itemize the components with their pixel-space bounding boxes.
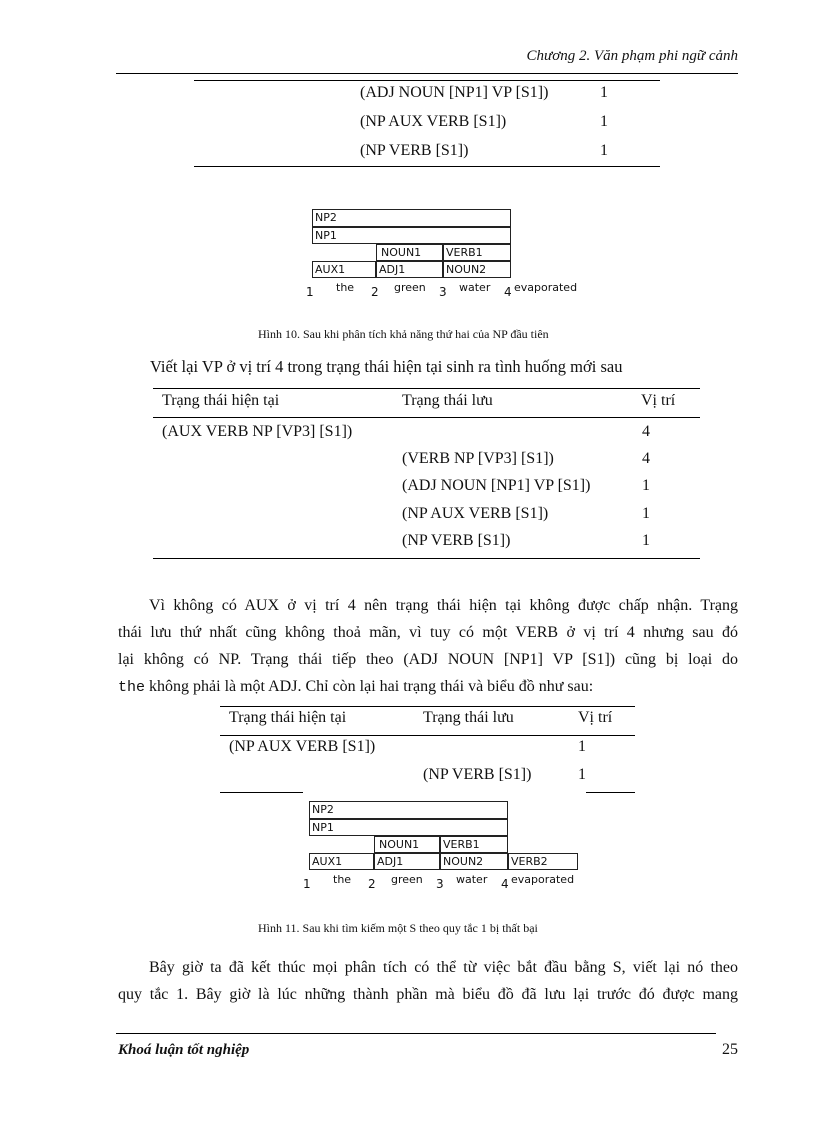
table-top-rule <box>153 388 700 389</box>
page-number: 25 <box>722 1041 738 1058</box>
text-line: quy tắc 1. Bây giờ là lúc những thành phần mà biểu đồ đã lưu lại trước đó được mang <box>118 986 738 1003</box>
chart-box-adj1 <box>376 261 443 278</box>
saved-state: (ADJ NOUN [NP1] VP [S1]) <box>402 477 591 494</box>
sentence-word: water <box>459 281 491 294</box>
chart-label: NOUN2 <box>443 855 484 868</box>
chart-box-verb1 <box>443 244 511 261</box>
table-row-pos: 1 <box>600 113 608 130</box>
figure-11-caption: Hình 11. Sau khi tìm kiếm một S theo quy tắc 1 bị thất bại <box>258 921 538 935</box>
table-header-rule <box>220 735 635 736</box>
table-row-state: (ADJ NOUN [NP1] VP [S1]) <box>360 84 549 101</box>
footer-rule <box>116 1033 716 1034</box>
chart-box-noun1 <box>376 244 443 261</box>
saved-position: 1 <box>642 532 650 549</box>
text-line: Bây giờ ta đã kết thúc mọi phân tích có thể từ việc bắt đầu bằng S, viết lại nó theo <box>149 959 738 976</box>
sentence-word: evaporated <box>511 873 575 886</box>
col-header-position: Vị trí <box>641 392 676 409</box>
chart-label: ADJ1 <box>377 855 404 868</box>
chart-box-noun2 <box>443 261 511 278</box>
table-bottom-rule <box>153 558 700 559</box>
chart-box-aux1 <box>312 261 376 278</box>
table-bottom-rule <box>194 166 660 167</box>
chart-label: VERB1 <box>446 246 483 259</box>
sentence-word: the <box>333 873 352 886</box>
text-line: Vì không có AUX ở vị trí 4 nên trạng thái hiện tại không được chấp nhận. Trạng <box>149 597 738 614</box>
position-number: 1 <box>303 877 311 891</box>
table-bottom-rule <box>220 792 303 793</box>
table-top-rule <box>194 80 660 81</box>
saved-state: (NP VERB [S1]) <box>423 766 532 783</box>
text-line: lại không có NP. Trạng thái tiếp theo (ADJ NOUN [NP1] VP [S1]) cũng bị loại do <box>118 651 738 668</box>
chapter-header: Chương 2. Văn phạm phi ngữ cảnh <box>526 48 738 64</box>
chart-label: AUX1 <box>315 263 346 276</box>
chart-box-aux1 <box>309 853 374 870</box>
chart-label: VERB2 <box>511 855 548 868</box>
chart-label: NOUN1 <box>379 838 420 851</box>
saved-position: 1 <box>642 477 650 494</box>
chart-label: ADJ1 <box>379 263 406 276</box>
footer-title: Khoá luận tốt nghiệp <box>118 1042 250 1058</box>
chart-label: NOUN2 <box>446 263 487 276</box>
table-row-pos: 1 <box>600 142 608 159</box>
saved-state: (NP AUX VERB [S1]) <box>402 505 549 522</box>
table-row-state: (NP VERB [S1]) <box>360 142 469 159</box>
saved-position: 1 <box>642 505 650 522</box>
position-number: 4 <box>504 285 512 299</box>
col-header-current: Trạng thái hiện tại <box>229 709 347 726</box>
saved-position: 1 <box>578 766 586 783</box>
chart-box-verb2 <box>508 853 578 870</box>
chart-label: AUX1 <box>312 855 343 868</box>
figure-10-caption: Hình 10. Sau khi phân tích khả năng thứ hai của NP đầu tiên <box>258 327 549 341</box>
paragraph-conclusion <box>118 954 738 1008</box>
chart-label: NOUN1 <box>381 246 422 259</box>
saved-state: (VERB NP [VP3] [S1]) <box>402 450 554 467</box>
chart-label: NP1 <box>312 821 334 834</box>
text-line: không phải là một ADJ. Chỉ còn lại hai trạng thái và biểu đồ như sau: <box>145 678 594 695</box>
col-header-current: Trạng thái hiện tại <box>162 392 280 409</box>
sentence-word: the <box>336 281 355 294</box>
sentence-word: water <box>456 873 488 886</box>
sentence-word: green <box>394 281 426 294</box>
chart-box-np2 <box>312 209 511 227</box>
intro-sentence: Viết lại VP ở vị trí 4 trong trạng thái hiện tại sinh ra tình huống mới sau <box>150 357 623 376</box>
chart-box-adj1 <box>374 853 440 870</box>
header-rule <box>116 73 738 74</box>
position-number: 2 <box>371 285 379 299</box>
chart-box-np1 <box>312 227 511 244</box>
saved-position: 4 <box>642 450 650 467</box>
chart-label: NP2 <box>312 803 334 816</box>
current-state: (NP AUX VERB [S1]) <box>229 738 376 755</box>
chart-box-noun2 <box>440 853 508 870</box>
position-number: 3 <box>439 285 447 299</box>
text-line: thái lưu thứ nhất cũng không thoả mãn, vì tuy có một VERB ở vị trí 4 nhưng sau đó <box>118 624 738 641</box>
chart-box-verb1 <box>440 836 508 853</box>
sentence-word: green <box>391 873 423 886</box>
saved-state: (NP VERB [S1]) <box>402 532 511 549</box>
position-number: 2 <box>368 877 376 891</box>
chart-box-noun1 <box>374 836 440 853</box>
table-header-rule <box>153 417 700 418</box>
current-position: 1 <box>578 738 586 755</box>
paragraph-explanation <box>118 592 738 701</box>
chart-label: NP1 <box>315 229 337 242</box>
table-top-rule <box>220 706 635 707</box>
current-position: 4 <box>642 423 650 440</box>
table-row-pos: 1 <box>600 84 608 101</box>
position-number: 4 <box>501 877 509 891</box>
chart-box-np1 <box>309 819 508 836</box>
table-bottom-rule <box>586 792 635 793</box>
chart-label: VERB1 <box>443 838 480 851</box>
position-number: 3 <box>436 877 444 891</box>
chart-box-np2 <box>309 801 508 819</box>
col-header-saved: Trạng thái lưu <box>423 709 514 726</box>
table-row-state: (NP AUX VERB [S1]) <box>360 113 507 130</box>
chart-label: NP2 <box>315 211 337 224</box>
col-header-position: Vị trí <box>578 709 613 726</box>
col-header-saved: Trạng thái lưu <box>402 392 493 409</box>
code-word: the <box>118 679 146 696</box>
current-state: (AUX VERB NP [VP3] [S1]) <box>162 423 353 440</box>
sentence-word: evaporated <box>514 281 578 294</box>
position-number: 1 <box>306 285 314 299</box>
